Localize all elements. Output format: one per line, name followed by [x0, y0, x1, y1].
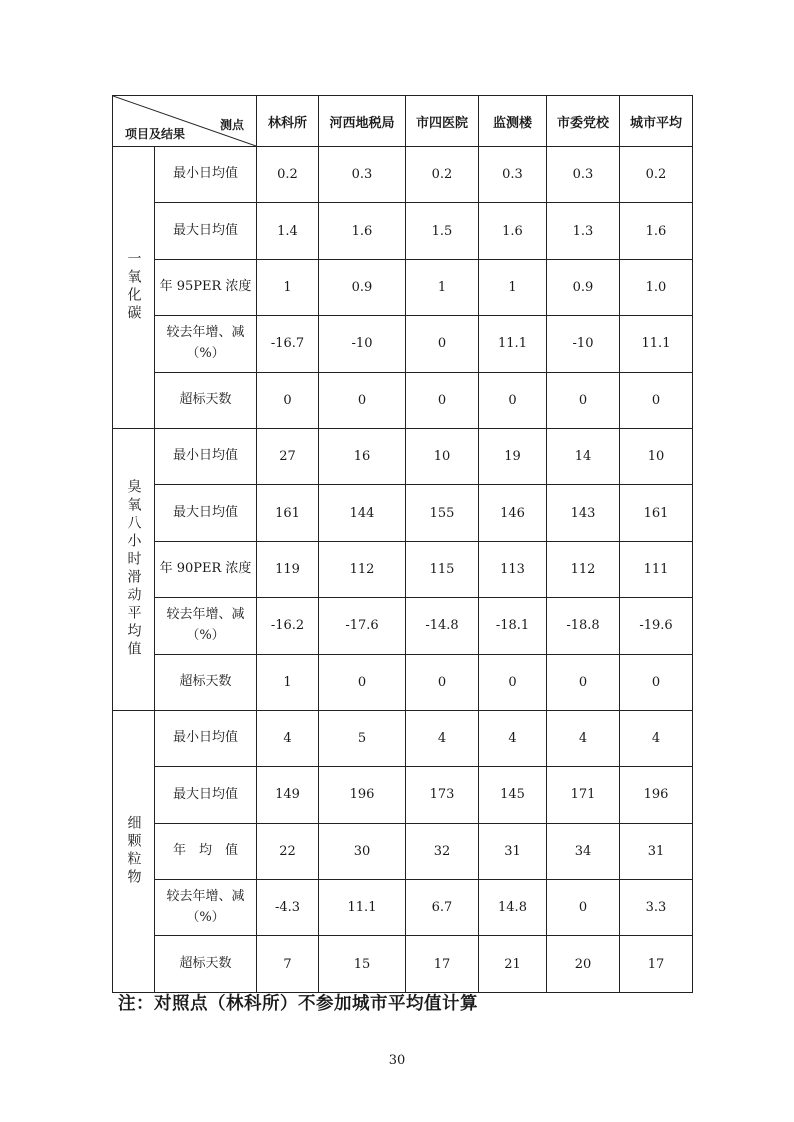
value-cell: 31 — [479, 823, 547, 879]
value-cell: 196 — [319, 767, 406, 823]
value-cell: 115 — [406, 541, 479, 597]
value-cell: 4 — [620, 710, 693, 766]
value-cell: 173 — [406, 767, 479, 823]
air-quality-table — [112, 95, 693, 993]
value-cell: 1.6 — [319, 203, 406, 259]
value-cell: 0 — [479, 372, 547, 428]
item-label: 较去年增、减（%） — [155, 598, 257, 654]
value-cell: -18.1 — [479, 598, 547, 654]
item-label: 最大日均值 — [155, 485, 257, 541]
value-cell: 20 — [547, 936, 620, 992]
value-cell: 15 — [319, 936, 406, 992]
value-cell: 19 — [479, 428, 547, 484]
table-row — [113, 880, 693, 936]
value-cell: 0.9 — [319, 259, 406, 315]
item-label: 年 均 值 — [155, 823, 257, 879]
value-cell: 11.1 — [319, 880, 406, 936]
table-row — [113, 823, 693, 879]
value-cell: 17 — [620, 936, 693, 992]
table-row — [113, 372, 693, 428]
value-cell: 144 — [319, 485, 406, 541]
value-cell: 1 — [406, 259, 479, 315]
value-cell: -16.7 — [257, 316, 319, 372]
value-cell: 0 — [257, 372, 319, 428]
value-cell: 111 — [620, 541, 693, 597]
value-cell: 171 — [547, 767, 620, 823]
table-row — [113, 147, 693, 203]
item-label: 年 95PER 浓度 — [155, 259, 257, 315]
table-row — [113, 485, 693, 541]
value-cell: 1 — [257, 654, 319, 710]
value-cell: 119 — [257, 541, 319, 597]
value-cell: 196 — [620, 767, 693, 823]
table-row — [113, 936, 693, 992]
table-row — [113, 316, 693, 372]
column-header: 林科所 — [257, 96, 319, 147]
column-header: 市四医院 — [406, 96, 479, 147]
value-cell: 0 — [620, 654, 693, 710]
corner-top-label: 测点 — [219, 118, 244, 132]
table-row — [113, 710, 693, 766]
value-cell: 27 — [257, 428, 319, 484]
value-cell: 161 — [257, 485, 319, 541]
corner-bottom-label: 项目及结果 — [125, 127, 186, 141]
item-label: 较去年增、减（%） — [155, 880, 257, 936]
value-cell: 0 — [547, 372, 620, 428]
group-label: 细颗粒物 — [113, 710, 155, 992]
value-cell: 113 — [479, 541, 547, 597]
value-cell: 0 — [319, 654, 406, 710]
value-cell: 0 — [406, 654, 479, 710]
value-cell: 1.4 — [257, 203, 319, 259]
item-label: 超标天数 — [155, 654, 257, 710]
table-row — [113, 259, 693, 315]
corner-header-cell — [113, 96, 257, 147]
value-cell: 143 — [547, 485, 620, 541]
value-cell: 4 — [406, 710, 479, 766]
value-cell: 1 — [479, 259, 547, 315]
value-cell: 1.3 — [547, 203, 620, 259]
value-cell: 7 — [257, 936, 319, 992]
value-cell: 149 — [257, 767, 319, 823]
value-cell: 34 — [547, 823, 620, 879]
footnote: 注：对照点（林科所）不参加城市平均值计算 — [118, 994, 478, 1014]
value-cell: 0.2 — [257, 147, 319, 203]
value-cell: 0.3 — [479, 147, 547, 203]
table-row — [113, 203, 693, 259]
item-label: 超标天数 — [155, 372, 257, 428]
group-label: 一氧化碳 — [113, 147, 155, 429]
value-cell: -10 — [547, 316, 620, 372]
value-cell: 17 — [406, 936, 479, 992]
value-cell: 0 — [620, 372, 693, 428]
value-cell: 3.3 — [620, 880, 693, 936]
item-label: 年 90PER 浓度 — [155, 541, 257, 597]
value-cell: -18.8 — [547, 598, 620, 654]
value-cell: 0.3 — [319, 147, 406, 203]
value-cell: 0.3 — [547, 147, 620, 203]
value-cell: 21 — [479, 936, 547, 992]
value-cell: -14.8 — [406, 598, 479, 654]
value-cell: 4 — [479, 710, 547, 766]
value-cell: 10 — [406, 428, 479, 484]
value-cell: -4.3 — [257, 880, 319, 936]
item-label: 最大日均值 — [155, 767, 257, 823]
value-cell: 155 — [406, 485, 479, 541]
value-cell: 22 — [257, 823, 319, 879]
column-header: 市委党校 — [547, 96, 620, 147]
page-number: 30 — [388, 1053, 406, 1068]
value-cell: 5 — [319, 710, 406, 766]
column-header: 河西地税局 — [319, 96, 406, 147]
value-cell: 11.1 — [620, 316, 693, 372]
table-header-row — [113, 96, 693, 147]
value-cell: 0 — [406, 316, 479, 372]
item-label: 最小日均值 — [155, 710, 257, 766]
column-header: 城市平均 — [620, 96, 693, 147]
group-label: 臭氧八小时滑动平均值 — [113, 428, 155, 710]
table-row — [113, 654, 693, 710]
value-cell: 145 — [479, 767, 547, 823]
value-cell: 0 — [479, 654, 547, 710]
table-row — [113, 428, 693, 484]
value-cell: 1.5 — [406, 203, 479, 259]
value-cell: 16 — [319, 428, 406, 484]
item-label: 最小日均值 — [155, 147, 257, 203]
table-row — [113, 541, 693, 597]
table-row — [113, 767, 693, 823]
column-header: 监测楼 — [479, 96, 547, 147]
value-cell: -19.6 — [620, 598, 693, 654]
value-cell: 14.8 — [479, 880, 547, 936]
item-label: 较去年增、减（%） — [155, 316, 257, 372]
table-row — [113, 598, 693, 654]
value-cell: 1.0 — [620, 259, 693, 315]
value-cell: 146 — [479, 485, 547, 541]
value-cell: -16.2 — [257, 598, 319, 654]
value-cell: 14 — [547, 428, 620, 484]
value-cell: 0.2 — [406, 147, 479, 203]
value-cell: 11.1 — [479, 316, 547, 372]
value-cell: 112 — [547, 541, 620, 597]
value-cell: 1.6 — [479, 203, 547, 259]
value-cell: 0 — [319, 372, 406, 428]
value-cell: 1.6 — [620, 203, 693, 259]
value-cell: 32 — [406, 823, 479, 879]
value-cell: 30 — [319, 823, 406, 879]
value-cell: 0 — [406, 372, 479, 428]
value-cell: 0.9 — [547, 259, 620, 315]
item-label: 超标天数 — [155, 936, 257, 992]
value-cell: 112 — [319, 541, 406, 597]
value-cell: 6.7 — [406, 880, 479, 936]
value-cell: 161 — [620, 485, 693, 541]
value-cell: 1 — [257, 259, 319, 315]
value-cell: 10 — [620, 428, 693, 484]
item-label: 最大日均值 — [155, 203, 257, 259]
value-cell: 0.2 — [620, 147, 693, 203]
value-cell: 31 — [620, 823, 693, 879]
item-label: 最小日均值 — [155, 428, 257, 484]
value-cell: -10 — [319, 316, 406, 372]
value-cell: 4 — [547, 710, 620, 766]
value-cell: 4 — [257, 710, 319, 766]
value-cell: 0 — [547, 880, 620, 936]
value-cell: 0 — [547, 654, 620, 710]
value-cell: -17.6 — [319, 598, 406, 654]
